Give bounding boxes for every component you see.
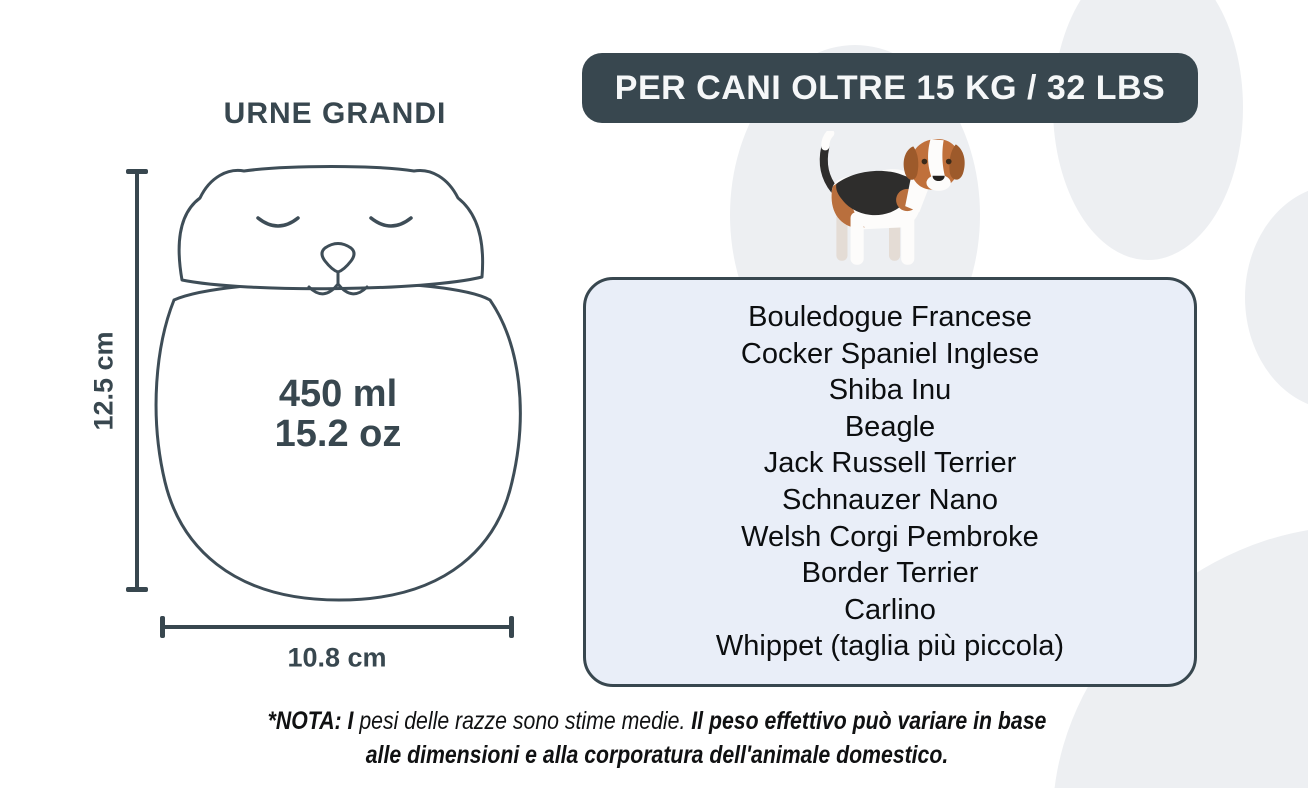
width-dimension-line	[163, 625, 512, 629]
breed-item: Beagle	[844, 410, 936, 443]
breed-item: Schnauzer Nano	[781, 484, 999, 516]
footnote-line-2: alle dimensioni e alla corporatura dell'animale domestico.	[365, 741, 949, 769]
breed-item: Welsh Corgi Pembroke	[741, 520, 1039, 553]
paw-toe-icon	[1245, 185, 1308, 410]
dimension-cap	[126, 587, 148, 592]
breed-item: Cocker Spaniel Inglese	[740, 337, 1040, 370]
footnote-regular: pesi delle razze sono stime medie.	[353, 707, 692, 735]
capacity-ml: 450 ml	[278, 373, 398, 415]
footnote-bold-tail: Il peso effettivo può variare in base	[691, 707, 1047, 735]
dimension-cap	[509, 616, 514, 638]
footnote-line-1	[268, 704, 1047, 738]
footnote	[199, 704, 1115, 772]
footnote-bold-prefix: *NOTA: I	[267, 707, 354, 735]
weight-class-label: PER CANI OLTRE 15 KG / 32 LBS	[614, 68, 1166, 107]
breed-item: Bouledogue Francese	[748, 301, 1032, 334]
dimension-cap	[160, 616, 165, 638]
weight-class-banner	[582, 53, 1198, 123]
breed-item: Whippet (taglia più piccola)	[715, 630, 1065, 663]
breed-item: Shiba Inu	[828, 374, 952, 407]
urn-capacity	[275, 374, 402, 454]
breed-item: Jack Russell Terrier	[763, 447, 1017, 480]
breed-item: Carlino	[844, 593, 936, 626]
height-dimension-line	[135, 172, 139, 589]
width-dimension-label: 10.8 cm	[287, 642, 387, 673]
breed-item: Border Terrier	[801, 557, 979, 590]
breed-list-panel	[583, 277, 1197, 687]
paw-toe-icon	[1053, 0, 1243, 260]
beagle-illustration-icon	[806, 131, 972, 267]
height-dimension-label: 12.5 cm	[88, 331, 119, 431]
dimension-cap	[126, 169, 148, 174]
urn-size-title: URNE GRANDI	[223, 97, 447, 130]
capacity-oz: 15.2 oz	[274, 413, 402, 455]
